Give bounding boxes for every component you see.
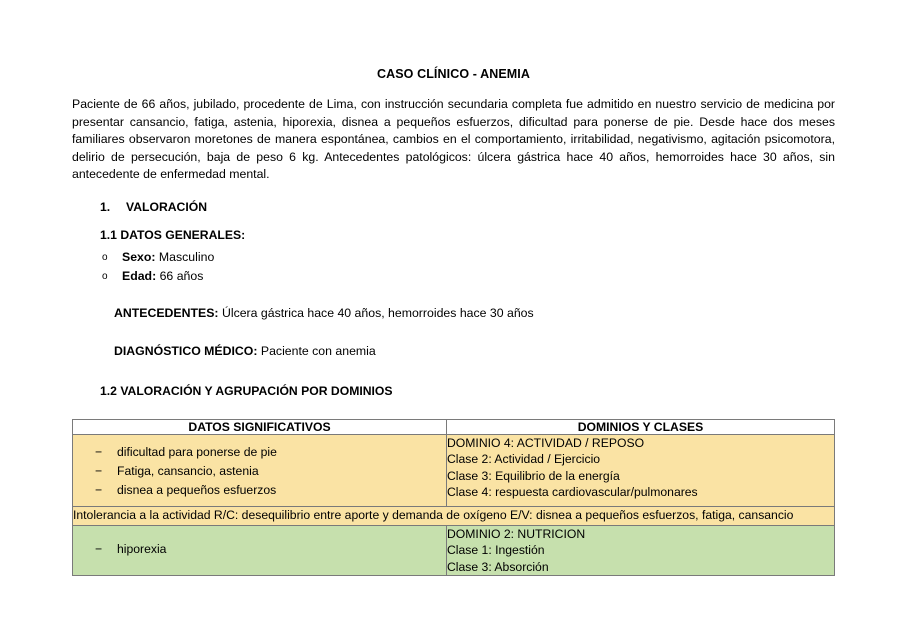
cell-datos-significativos-2 (73, 525, 447, 575)
list-item (100, 267, 835, 286)
list-item (73, 540, 446, 558)
field-value-antecedentes: Úlcera gástrica hace 40 años, hemorroides hace 30 años (221, 306, 534, 321)
dash-bullet-icon: − (95, 444, 103, 459)
cell-datos-significativos-1 (73, 434, 447, 507)
page-title: CASO CLÍNICO - ANEMIA (376, 67, 531, 81)
list-item (73, 443, 446, 462)
list-item (100, 248, 835, 267)
datos-generales-list (72, 248, 835, 285)
field-label-antecedentes: ANTECEDENTES: (114, 306, 219, 321)
list-item (73, 481, 446, 500)
domain-line: DOMINIO 2: NUTRICION (447, 526, 586, 541)
list-item-label: Fatiga, cansancio, astenia (117, 463, 259, 478)
list-item-label: hiporexia (117, 541, 167, 556)
list-item-label: dificultad para ponerse de pie (117, 444, 277, 459)
list-item (73, 462, 446, 481)
field-label-diagnostico: DIAGNÓSTICO MÉDICO: (114, 343, 258, 358)
antecedentes-row (72, 304, 835, 322)
circle-bullet-icon: o (102, 252, 108, 264)
field-value-edad: 66 años (159, 268, 204, 283)
section-title-valoracion: VALORACIÓN (126, 199, 208, 214)
field-value-diagnostico: Paciente con anemia (260, 343, 376, 358)
field-value-sexo: Masculino (158, 250, 215, 265)
domain-lines-1 (447, 435, 834, 501)
cell-dominios-clases-1 (447, 434, 835, 507)
table-row (73, 525, 835, 575)
section-heading-valoracion (72, 198, 835, 216)
symptom-list-1 (73, 443, 446, 501)
dash-bullet-icon: − (95, 541, 103, 556)
table-header-row (73, 419, 835, 434)
domain-line: Clase 3: Equilibrio de la energía (447, 468, 620, 483)
field-label-edad: Edad: (122, 268, 157, 283)
cell-diagnostico-enfermeria: Intolerancia a la actividad R/C: desequilibrio entre aporte y demanda de oxígeno E/V: disnea a pequeños esfuerzos, fatiga, cansancio (73, 507, 835, 525)
symptom-list-2 (73, 540, 446, 558)
domain-line: Clase 2: Actividad / Ejercicio (447, 452, 601, 467)
section-number-valoracion: 1. (100, 199, 111, 214)
column-header-datos-significativos: DATOS SIGNIFICATIVOS (73, 419, 447, 434)
intro-paragraph: Paciente de 66 años, jubilado, procedente de Lima, con instrucción secundaria completa fue admitido en nuestro servicio de medicina por presentar cansancio, fatiga, astenia, hiporexia, disnea a pequeños esfuerzos, dificultad para ponerse de pie. Desde hace dos meses familiares observaron moretones de manera espontánea, cambios en el comportamiento, irritabilidad, negativismo, agitación psicomotora, delirio de persecución, baja de peso 6 kg. Antecedentes patológicos: úlcera gástrica hace 40 años, hemorroides hace 30 años, sin antecedente de enfermedad mental. (72, 97, 835, 182)
domain-lines-2 (447, 526, 834, 575)
circle-bullet-icon: o (102, 270, 108, 282)
section-heading-datos-generales: 1.1 DATOS GENERALES: (100, 227, 246, 242)
dash-bullet-icon: − (95, 483, 103, 498)
domain-line: Clase 4: respuesta cardiovascular/pulmonares (447, 485, 698, 500)
table-row (73, 434, 835, 507)
cell-dominios-clases-2 (447, 525, 835, 575)
field-label-sexo: Sexo: (122, 250, 156, 265)
domain-line: Clase 3: Absorción (447, 559, 549, 574)
domain-line: DOMINIO 4: ACTIVIDAD / REPOSO (447, 435, 645, 450)
section-heading-valoracion-dominios: 1.2 VALORACIÓN Y AGRUPACIÓN POR DOMINIOS (100, 384, 393, 399)
list-item-label: disnea a pequeños esfuerzos (117, 483, 277, 498)
dash-bullet-icon: − (95, 463, 103, 478)
table-row (73, 507, 835, 525)
domain-line: Clase 1: Ingestión (447, 543, 545, 558)
diagnostico-row (72, 342, 835, 360)
column-header-dominios-clases: DOMINIOS Y CLASES (447, 419, 835, 434)
domains-table (72, 419, 835, 577)
